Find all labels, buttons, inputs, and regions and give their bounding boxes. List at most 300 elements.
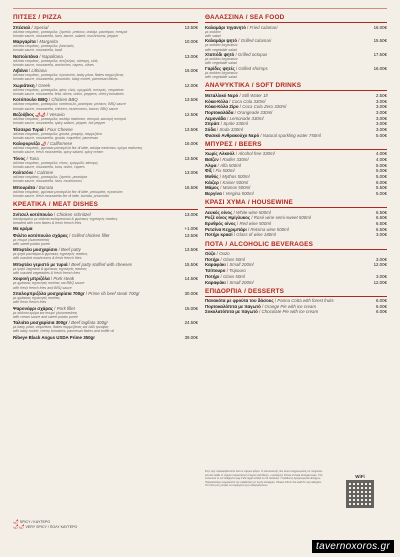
item-desc: σάλτσα ντομάτας, μοτσαρέλα, φέτα, ελιές, κρεμμύδι, πιπεριές, ντοματίνια [13,87,124,92]
item-name-line [205,221,373,226]
item-name: Κοτόπουλο BBQ [13,97,48,103]
separator: / [232,232,237,238]
item-name: Πανακότα με φρούτα του δάσους [205,298,274,304]
item-name: Μπιφτέκι μοσχαρίσιο [13,247,58,253]
item-name: Φιλέτο κοτόπουλο σχάρας [13,232,68,238]
item-name-en: Grilled octopus [237,52,268,58]
item-price: 3.00€ [376,232,387,238]
separator: / [218,157,223,162]
menu-item [205,157,387,162]
item-name-line [205,174,373,179]
section-title: ΠΙΤΣΕΣ / PIZZA [13,14,198,23]
menu-item [13,39,198,52]
item-name: Χωρίς Αλκοόλ [205,151,235,157]
section-title: ΠΟΤΑ / ALCOHOLIC BEVERAGES [205,241,387,250]
item-desc: σάλτσα ντομάτας, μοτσαρέλα, βασιλικός [13,44,75,49]
separator: / [35,39,40,45]
item-price: 3.00€ [376,115,387,121]
separator: / [84,290,89,296]
separator: / [219,185,223,191]
separator: / [259,132,263,138]
menu-item [205,151,387,156]
separator: / [238,92,242,98]
item-name: Γαρίδες ψητές [205,66,235,72]
item-name-en: Sprite 330ml [223,121,248,127]
item-price: 3.00€ [376,127,387,133]
separator: / [49,276,54,282]
item-price: 6.00€ [376,179,387,185]
section-title: ΜΠΥΡΕΣ / BEERS [205,141,387,150]
item-name: Κόκα-Κόλα [205,98,229,104]
menu-item [205,309,387,314]
separator: / [215,251,220,257]
item-desc: σάλτσα ντομάτας, μοτσαρέλα, gouda, ροκφόρ, παρμεζάνα [13,131,102,136]
item-name-line [205,232,373,237]
separator: / [46,141,50,147]
chili-icon: 🌶 [41,141,47,147]
right-column [205,14,387,318]
item-name-line [205,274,373,279]
item-name: Μαργαρίτα [13,39,36,45]
item-name-en: Burrata [38,184,54,190]
menu-section [205,141,387,196]
item-desc-en: with fresh french fries and BBQ sauce [13,285,72,290]
menu-item [205,121,387,126]
item-name-en: Chicken BBQ [51,97,78,103]
item-text [205,66,371,79]
item-price: 24.50€ [184,320,198,326]
item-text [205,210,373,215]
separator: / [45,111,50,117]
item-name-en: Lemonade 330ml [229,115,264,121]
item-price: 3.00€ [376,104,387,110]
menu-item [205,215,387,220]
qr-code-icon[interactable] [346,480,374,508]
item-name-en: Tuna [29,155,39,161]
menu-section [13,201,198,340]
item-desc: με ψητά μανιτάρια & φρέσκιες τηγανητές πατάτες [13,252,88,257]
item-name: Σοκολατόπιτα με παγωτό [205,309,258,315]
item-text [13,54,182,67]
item-name: Ταλιάτα μοσχαρίσια 300gr [13,320,68,326]
item-text [205,38,371,51]
separator: / [38,53,42,59]
item-price: 13.00€ [184,170,198,176]
item-text [205,133,373,138]
left-column [13,14,198,343]
site-watermark[interactable]: tavernoxoros.gr [312,540,394,553]
item-name-en: Beef patty [61,247,81,253]
item-name-line [205,227,373,232]
menu-item [205,304,387,309]
menu-item [205,52,387,65]
item-text [205,309,373,314]
item-name: Κόκα-Κόλα Ζίρο [205,104,239,110]
separator: / [219,256,223,262]
item-name-en: Grilled chicken fillet [71,232,110,238]
menu-item [13,262,198,275]
menu-item [205,185,387,190]
item-text [205,163,373,168]
menu-item [13,233,198,246]
item-price: 6.50€ [376,209,387,215]
menu-item [13,127,198,140]
item-name-line [205,127,373,132]
item-price: +1.00€ [184,226,198,232]
menu-item [13,335,198,340]
menu-item [13,306,198,319]
menu-item [13,276,198,289]
item-text [13,39,182,52]
menu-item [205,174,387,179]
separator: / [225,268,230,274]
item-name-en: Alcohol free 330ml [238,151,275,157]
item-desc: με πουρέ γλυκοπατάτας [13,237,50,242]
item-name-en: Greek [38,82,51,88]
separator: / [273,298,278,304]
item-name: Άλφα [205,162,217,168]
item-price: 3.00€ [376,273,387,279]
item-name-line [205,99,373,104]
item-price: 3.00€ [376,109,387,115]
item-name-en: Retsina wine 500ml [250,226,289,232]
item-name-en: Glass of wine 180ml [236,232,276,238]
item-name-line [13,335,182,340]
item-price: 6.00€ [376,298,387,304]
item-desc: με ψητό λαχανικό & φρέσκιες τηγανητές πατάτες [13,266,87,271]
item-desc: με σάλτσα κρέμα και πουρέ γλυκοπατάτας [13,310,78,315]
item-desc-en: tomato sauce, mozzarella, chicken, mushrooms, bacon, BBQ sauce [13,106,119,111]
separator: / [33,170,37,176]
menu-item [13,68,198,81]
item-name: Ποτήρι [205,273,220,279]
item-text [205,151,373,156]
item-text [13,276,182,289]
item-desc: σάλτσα ντομάτας, μοτσαρέλα, αντζούγιες, κάπαρη, ελιές [13,58,99,63]
item-name-line [205,121,373,126]
separator: / [234,66,239,72]
separator: / [225,262,230,268]
item-name: Ερυθρός οίνος [205,221,236,227]
item-name: Τέσσερα Τυριά [13,126,44,132]
item-desc-en: tomato sauce, mozzarella, tuna, onion, capers [13,164,85,169]
item-text [205,25,371,38]
separator: / [245,24,250,30]
item-name: Ναπολιτάνα [13,53,39,59]
item-desc-en: tomato sauce, mozzarella, basil [13,48,63,53]
item-name-en: Fried calamari [249,24,278,30]
item-text [13,212,182,225]
menu-item [205,257,387,262]
item-name: Τσίπουρο [205,268,226,274]
item-name-en: Vesuvio [49,111,65,117]
item-price: 13.50€ [184,24,198,30]
item-name-line [205,191,373,196]
menu-item [13,97,198,110]
item-desc: με σαλάτα λαχανικών [205,57,238,62]
item-text [205,232,373,237]
item-name-line [205,298,373,303]
separator: / [219,273,223,279]
menu-section [205,241,387,285]
item-name-en: Pork fillet [56,305,75,311]
item-name-line [205,104,373,109]
item-desc: σάλτσα ντομάτας, μοτσαρέλα, κοτόπουλο, μανιτάρια, μπέικον, BBQ sauce [13,102,126,107]
item-text [205,93,373,98]
item-text [205,116,373,121]
item-name-en: Still Water 1lt [241,92,268,98]
menu-item [205,280,387,285]
item-price: 5.00€ [376,191,387,197]
item-text [205,268,387,273]
item-name-en: Glass 50ml [222,273,245,279]
separator: / [232,209,237,215]
item-name: Χωριάτικη [13,82,35,88]
item-text [205,227,373,232]
item-price: 13.00€ [184,53,198,59]
item-text [205,180,373,185]
item-name-en: Rosé wine semi-sweet 500ml [253,215,311,221]
separator: / [234,52,238,58]
item-text [205,99,373,104]
item-desc-en: tomato sauce, mozzarella, ham, bacon, salami, mushrooms, pepper [13,33,119,38]
item-name-en: Prime rib beef steak 700gr [88,290,140,296]
item-desc-en: with fresh french fries [13,300,47,305]
item-name-en: Natural sparkling water 750ml [262,132,321,138]
item-name: Μπιφτέκι γεμιστό με τυριά [13,261,68,267]
menu-item [13,226,198,231]
item-name-en: Napolitana [41,53,63,59]
item-name: Βεζούβιος [13,111,35,117]
item-desc-en: tomato sauce, mozzarella, anchovies, capers, olives [13,62,94,67]
item-price: 12.00€ [373,262,387,268]
item-price: 5.00€ [376,162,387,168]
item-name-line [13,226,181,231]
item-price: 6.50€ [376,215,387,221]
item-name: Με κρέμα [13,226,33,232]
separator: / [25,155,30,161]
item-name-en: Californese [49,141,73,147]
item-price: 5.00€ [376,168,387,174]
menu-section [205,82,387,137]
item-name-line [205,151,373,156]
item-desc-en: with cream sauce and sweet potato puree [13,314,78,319]
item-name: Καλτσόνε [13,170,34,176]
item-price: 12.00€ [373,279,387,285]
item-text [13,335,182,340]
item-text [205,157,373,162]
item-name: Πορτοκαλόπιτα με παγωτό [205,303,261,309]
item-desc-en: with roasted vegetables & fresh french fries [13,270,81,275]
item-name: Ποτήρι [205,256,220,262]
separator: / [219,121,224,127]
separator: / [67,232,72,238]
item-text [13,141,182,154]
item-desc-en: with vegetable salad [205,47,237,52]
item-price: 15.50€ [373,38,387,44]
item-price: 14.50€ [184,276,198,282]
item-price: 16.00€ [184,68,198,74]
item-price: 6.50€ [376,226,387,232]
item-name-en: Radler 330ml [222,157,249,162]
item-name-line [205,168,373,173]
item-desc: σάλτσα ντομάτας, μοτσαρέλα, προσούτο, baby ρόκα, flakes παρμεζάνας [13,73,124,78]
menu-item [205,274,387,279]
item-price: 16.00€ [184,141,198,147]
separator: / [53,305,57,311]
item-desc: πανάρισμένο με σάλτσα καλαμποκιού & φρέσκιες τηγανητές πατάτες [13,216,118,221]
separator: / [246,226,251,232]
legal-notice: Στην τιμή περιλαμβάνονται όλοι οι νόμιμοι φόροι. Ο καταναλωτής δεν είναι υποχρεωμένος να πληρώσει εάν δεν λάβει το νόμιμο παραστατικό στοιχείο (απόδειξη – τιμολόγιο). Prices include all legal taxes. The consumer is not obliged to pay if the legal receipt is not received. Υπεύθυνος Αγορανομικού Ελέγχου. Παρακαλούμε ενημερώστε τον σερβιτόρο για τυχόν αλλεργίες. Please inform the staff for any allergies. Τα πιάτα μας μπορεί να περιέχουν ίχνη αλλεργιογόνων. [205,470,323,487]
item-desc-en: tomato sauce, fresh mozzarella fior di latte, burrata, prosciutto [13,194,109,199]
item-desc-en: with salad [205,33,221,38]
item-name-en: Fix 500ml [215,168,235,174]
item-text [205,191,373,196]
item-name: Ποτήρι κρασί [205,232,233,238]
item-name-line [205,215,373,220]
separator: / [47,97,52,103]
menu-item [205,232,387,237]
item-price: 13.50€ [184,155,198,161]
item-name-en: Mamos 500ml [222,185,251,191]
item-name: Κάιζερ [205,179,219,185]
item-text [13,247,182,260]
item-name-line [205,116,373,121]
item-desc: σάλτσα ντομάτας, φρέσκια μοτσαρέλα fior di latte, σαλάμι πικάντικο, κρέμα πικάντικη [13,146,143,151]
item-name: Φίξ [205,168,212,174]
item-text [205,168,373,173]
menu-section [205,199,387,237]
item-desc: με φρέσκιες τηγανητές πατάτες [13,296,61,301]
menu-item [205,180,387,185]
item-name: Σπέσιαλ [13,24,31,30]
item-name-line [205,210,373,215]
item-name-en: Tsipouro [229,268,246,274]
item-price: 39.00€ [184,334,198,340]
item-text [13,25,182,38]
item-name: Καλαμάρι ψητό [205,38,238,44]
item-price: 13.50€ [184,126,198,132]
item-text [205,280,371,285]
item-name: Καλαμάρι τηγανητό [205,24,246,30]
separator: / [218,179,223,185]
item-text [205,110,373,115]
item-name: Πορτοκαλάδα [205,109,234,115]
menu-item [205,221,387,226]
item-price: 6.50€ [376,221,387,227]
section-title: ΕΠΙΔΟΡΠΙΑ / DESSERTS [205,288,387,297]
separator: / [43,126,48,132]
menu-item [13,185,198,198]
item-desc-en: with baby rocket, cherry tomatoes, parmesan flakes and truffle oil [13,329,114,334]
item-price: 4.00€ [376,157,387,162]
menu-item [13,83,198,96]
item-name: Σνίτσελ κοτόπουλο [13,211,53,217]
item-desc-en: tomato sauce, fresh mozzarella, spicy salami, spicy cream [13,150,104,155]
menu-item [205,163,387,168]
menu-item [205,66,387,79]
item-name-en: Soda 330ml [219,127,243,133]
item-text [205,274,373,279]
item-name-line [205,163,373,168]
item-desc: με σαλάτα λαχανικών [205,71,238,76]
item-name-line [205,180,373,185]
item-name-line [205,110,373,115]
section-title: ΚΡΑΣΙ ΧΥΜΑ / HOUSEWINE [205,199,387,208]
item-name: Μάμος [205,185,220,191]
menu-item [205,38,387,51]
item-name-line [205,268,387,273]
menu-item [13,54,198,67]
menu-item [205,191,387,196]
item-name-en: Alfa 500ml [220,162,241,168]
item-price: 6.00€ [376,309,387,315]
separator: / [27,68,32,74]
item-name-line [205,251,387,256]
item-name-en: Coca Cola Zero 330ml [242,104,287,110]
item-name-line [205,157,373,162]
item-name-line [205,185,373,190]
section-title: ΘΑΛΑΣΣΙΝΑ / SEA FOOD [205,14,387,23]
item-name: Λεμονάδα [205,115,226,121]
item-price: 5.00€ [376,132,387,138]
item-text [205,127,373,132]
menu-item [13,247,198,260]
item-name-en: Lithiana [31,68,47,74]
item-desc-en: with vegetable salad [205,75,237,80]
item-name-en: Pork steak [53,276,75,282]
menu-item [205,110,387,115]
item-name-en: Special [33,24,49,30]
item-text [13,83,182,96]
item-text [205,257,373,262]
item-name: Χοιρινή μπριζόλα [13,276,50,282]
item-text [205,304,373,309]
item-name: Φυσικό Ανθρακούχο Νερό [205,132,260,138]
item-desc: με σαλάτα [205,29,221,34]
separator: / [34,82,39,88]
item-price: 16.00€ [373,66,387,72]
item-desc-en: with roasted mushrooms & fresh french fries [13,256,82,261]
item-desc: με baby ρόκα, ντοματίνια, flakes παρμεζάνας και λάδι τρούφας [13,325,109,330]
item-price: 3.00€ [376,98,387,104]
item-price: 5.50€ [376,185,387,191]
item-desc-en: with vegetable salad [205,61,237,66]
item-price: 16.00€ [373,24,387,30]
item-desc: με σαλάτα λαχανικών [205,43,238,48]
item-desc: με φρέσκιες τηγανητές πατάτες και BBQ sauce [13,281,85,286]
item-name: Λιβάνα [13,68,28,74]
item-price: 12.50€ [184,111,198,117]
item-name-en: Ouzo [219,251,230,257]
item-name-en: Orange Pie with ice cream [264,303,317,309]
item-name-line [205,304,373,309]
item-text [13,291,182,304]
item-name: Καραφάκι [205,279,226,285]
item-price: 13.00€ [184,211,198,217]
menu-item [205,127,387,132]
wifi-label: WiFi [355,474,365,479]
item-text [205,52,371,65]
item-name: Μπουράτα [13,184,36,190]
menu-section [13,14,198,198]
item-desc-en: tomato sauce, mozzarella, ham, mushrooms [13,179,82,184]
separator: / [30,24,34,30]
separator: / [237,38,241,44]
item-name-en: White wine 500ml [236,209,271,215]
item-price: 17.50€ [373,52,387,58]
item-name-en: Vergina 500ml [225,191,254,197]
